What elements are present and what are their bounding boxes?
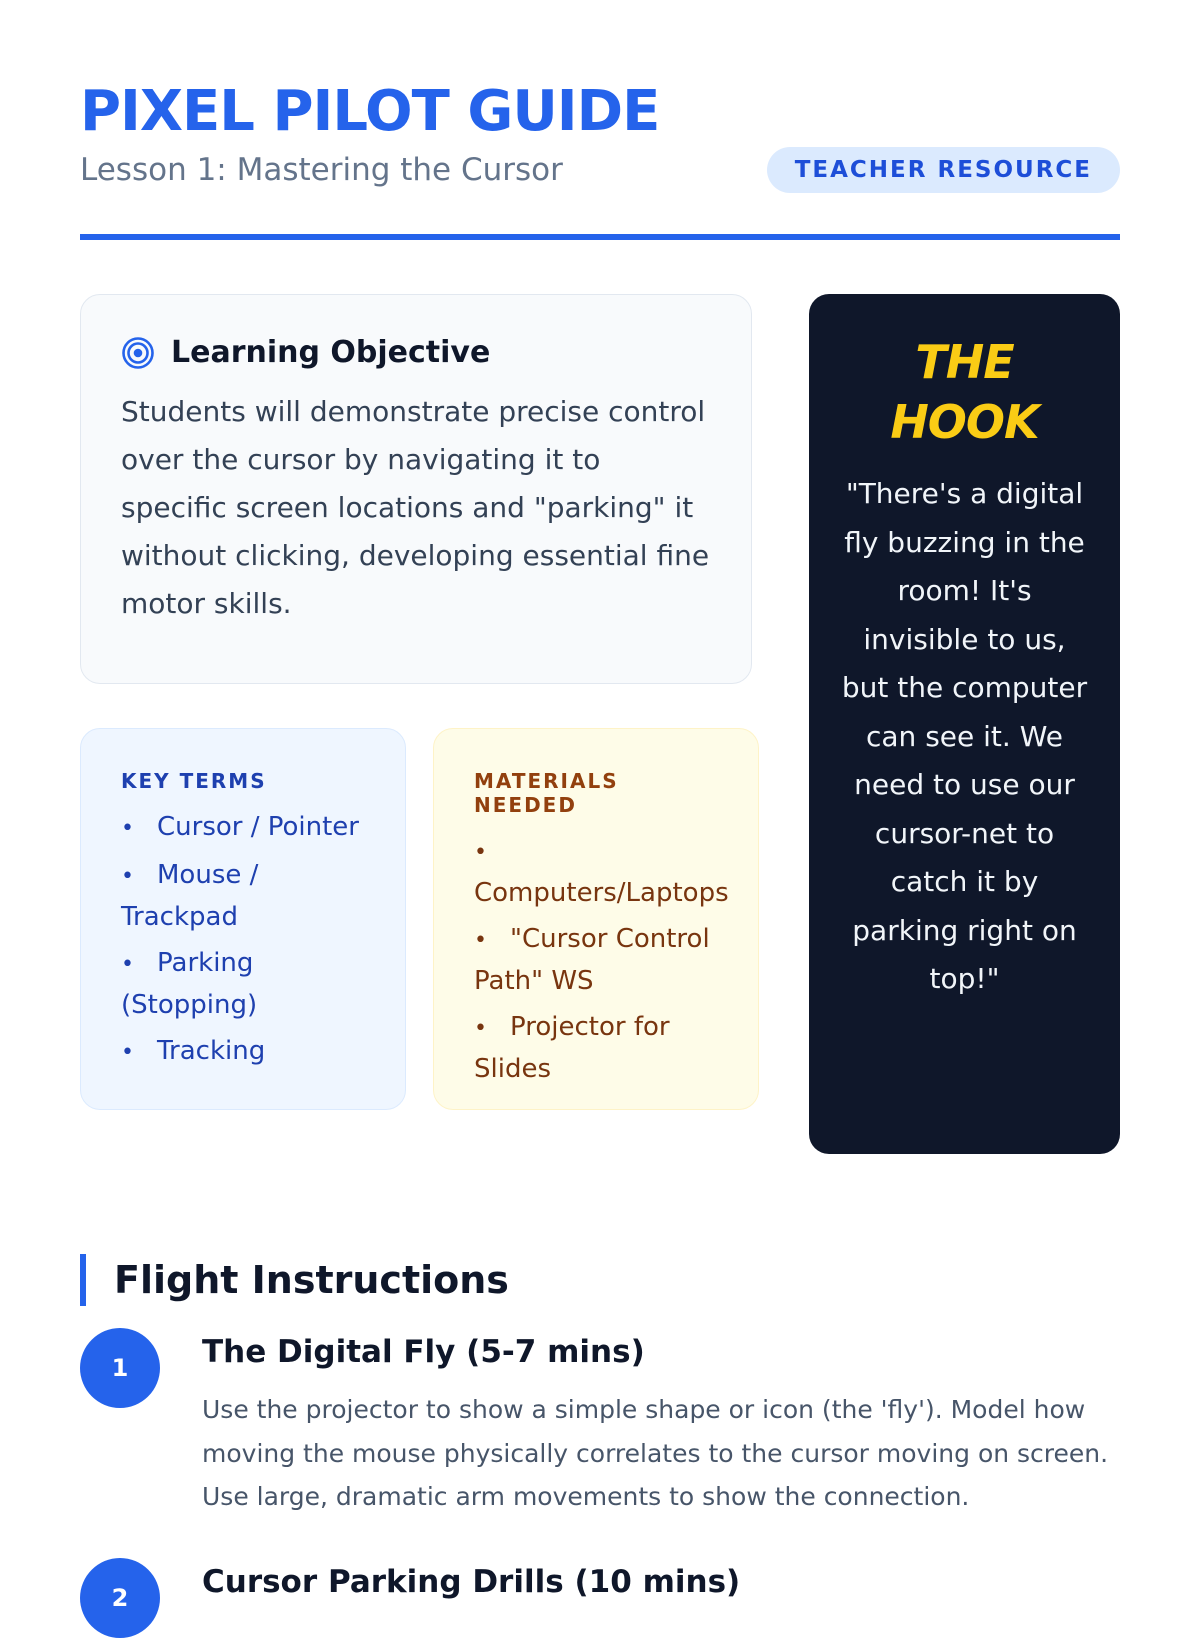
step-number-badge: 2 xyxy=(80,1558,160,1638)
teacher-resource-badge: TEACHER RESOURCE xyxy=(767,147,1120,193)
key-term-item: • Cursor / Pointer xyxy=(121,807,365,849)
hook-title-line2: HOOK xyxy=(890,395,1039,449)
lesson-subtitle: Lesson 1: Mastering the Cursor xyxy=(80,152,563,188)
hook-title xyxy=(837,332,1092,452)
materials-card xyxy=(433,728,759,1110)
hook-card xyxy=(809,294,1120,1154)
step-title: Cursor Parking Drills (10 mins) xyxy=(202,1564,741,1600)
key-term-item: • Tracking xyxy=(121,1031,365,1073)
hook-title-line1: THE xyxy=(915,335,1014,389)
objective-heading-row xyxy=(121,335,711,370)
key-term-item: • Mouse / Trackpad xyxy=(121,855,365,937)
flight-instructions-heading: Flight Instructions xyxy=(80,1254,509,1306)
step-description: Use the projector to show a simple shape or icon (the 'fly'). Model how moving the mouse physically correlates to the cursor moving on screen. Use large, dramatic arm movements to show the connection. xyxy=(202,1395,1109,1511)
key-terms-title: KEY TERMS xyxy=(121,769,267,793)
material-item: • Projector for Slides xyxy=(474,1007,718,1089)
key-term-item: • Parking (Stopping) xyxy=(121,943,365,1025)
objective-text: Students will demonstrate precise control over the cursor by navigating it to specific screen locations and "parking" it without clicking, developing essential fine motor skills. xyxy=(121,395,710,620)
key-terms-card xyxy=(80,728,406,1110)
key-terms-list xyxy=(121,807,365,1073)
materials-list xyxy=(474,831,729,1089)
step-title: The Digital Fly (5-7 mins) xyxy=(202,1334,645,1370)
target-icon xyxy=(121,336,155,370)
learning-objective-card xyxy=(80,294,752,684)
materials-title: MATERIALS NEEDED xyxy=(474,769,619,817)
material-item: • Computers/Laptops xyxy=(474,831,718,913)
page-title: PIXEL PILOT GUIDE xyxy=(80,79,660,144)
material-item: • "Cursor Control Path" WS xyxy=(474,919,718,1001)
objective-heading: Learning Objective xyxy=(171,335,491,370)
header-divider xyxy=(80,234,1120,240)
hook-text: "There's a digital fly buzzing in the room! It's invisible to us, but the computer can see it. We need to use our cursor-net to catch it by parking right on top!" xyxy=(841,477,1088,995)
lesson-page xyxy=(80,0,1120,1612)
step-number-badge: 1 xyxy=(80,1328,160,1408)
